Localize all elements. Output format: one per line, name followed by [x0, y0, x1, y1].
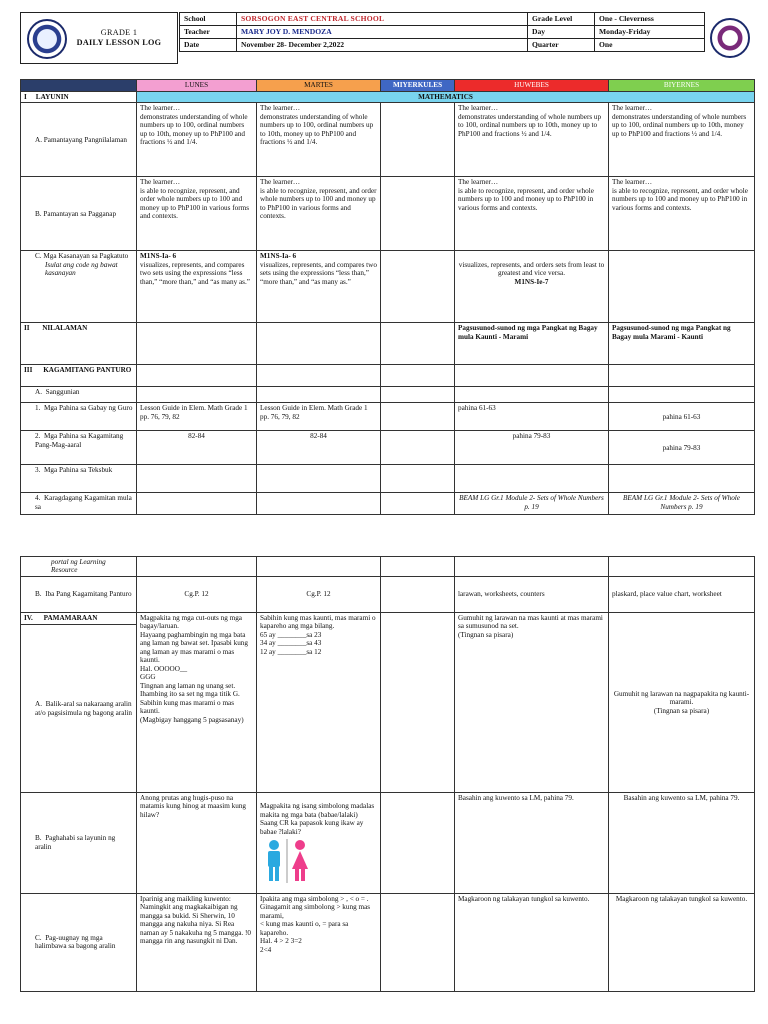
competency-miyerkules [381, 251, 455, 323]
row-kasanayan-sa-pagkatuto: C. Mga Kasanayan sa Pagkatuto Isulat ang code ng bawat kasanayan [21, 251, 137, 323]
std-perf-martes: The learner… is able to recognize, represent, and order whole numbers up to 100 and money up to PhP100 in various forms and contexts. [257, 177, 381, 251]
content-biyernes: Pagsusunod-sunod ng mga Pangkat ng Bagay mula Marami - Kaunti [609, 323, 755, 365]
competency-martes: M1NS-Ia- 6 visualizes, represents, and compares two sets using the expressions “less than,” “more than,” and “as many as.” [257, 251, 381, 323]
lm-pages-huwebes: pahina 79-83 [455, 431, 609, 465]
content-huwebes: Pagsusunod-sunod ng mga Pangkat ng Bagay mula Kaunti - Marami [455, 323, 609, 365]
content-lunes [137, 323, 257, 365]
row-teksbuk: 3. Mga Pahina sa Teksbuk [21, 465, 137, 493]
school-label: School [180, 13, 237, 26]
row-iba-pang-kagamitan: B. Iba Pang Kagamitang Panturo [21, 577, 137, 613]
dll-title: DAILY LESSON LOG [76, 38, 162, 47]
school-seal-icon [710, 18, 750, 58]
date-label: Date [180, 39, 237, 52]
competency-huwebes: visualizes, represents, and orders sets from least to greatest and vice versa. M1NS-Ie-7 [455, 251, 609, 323]
example-lunes: Iparinig ang maikling kuwento: Namingkit ang magkakaibigan ng mangga sa bukid. Si Sherwin, 10 mangga ang nakuha niya. Si Rea naman ay 5 nakakuha ng 5 mangga. !0 mangga rin ang nasungkit ni Dan. [137, 893, 257, 991]
example-huwebes: Magkaroon ng talakayan tungkol sa kuwento. [455, 893, 609, 991]
row-nilalaman: II NILALAMAN [21, 323, 137, 365]
other-mat-huwebes: larawan, worksheets, counters [455, 577, 609, 613]
day-header-blank [21, 80, 137, 92]
std-perf-miyerkules [381, 177, 455, 251]
lr-portal-huwebes: BEAM LG Gr.1 Module 2- Sets of Whole Numbers p. 19 [455, 493, 609, 515]
school-value: SORSOGON EAST CENTRAL SCHOOL [237, 13, 528, 26]
quarter-label: Quarter [528, 39, 595, 52]
tg-pages-lunes: Lesson Guide in Elem. Math Grade 1 pp. 76, 79, 82 [137, 403, 257, 431]
row-kagamitang-pang-mag-aaral: 2. Mga Pahina sa Kagamitang Pang-Mag-aaral [21, 431, 137, 465]
header-title-box [20, 12, 178, 64]
day-value: Monday-Friday [595, 26, 705, 39]
quarter-value: One [595, 39, 705, 52]
teacher-value: MARY JOY D. MENDOZA [237, 26, 528, 39]
std-content-biyernes: The learner… demonstrates understanding of whole numbers up to 100, ordinal numbers up to 10th, money up to PhP100 and fractions ½ and 1/4. [609, 103, 755, 177]
std-perf-biyernes: The learner… is able to recognize, represent, and order whole numbers up to 100 and money up to PhP100 in various forms and contexts. [609, 177, 755, 251]
row-lr-portal-cont: portal ng Learning Resource [21, 557, 137, 577]
std-content-martes: The learner… demonstrates understanding of whole numbers up to 100, ordinal numbers up to 10th, money up to PhP100 and fractions ½ and 1/4. [257, 103, 381, 177]
tg-pages-huwebes: pahina 61-63 [455, 403, 609, 431]
lr-portal-biyernes: BEAM LG Gr.1 Module 2- Sets of Whole Numbers p. 19 [609, 493, 755, 515]
grade-level-value: One - Cleverness [595, 13, 705, 26]
boy-girl-restroom-icon [262, 839, 312, 883]
other-mat-martes: Cg.P. 12 [257, 577, 381, 613]
motive-biyernes: Basahin ang kuwento sa LM, pahina 79. [609, 793, 755, 894]
std-content-huwebes: The learner… demonstrates understanding of whole numbers up to 100, ordinal numbers up to 10th, money up to PhP100 and fractions ½ and 1/4. [455, 103, 609, 177]
row-pamamaraan: IV. PAMAMARAAN [21, 613, 137, 625]
content-martes [257, 323, 381, 365]
example-martes: Ipakita ang mga simbolong > , < o = . Ginagamit ang simbolong > kung mas marami, < kung mas kaunti o, = para sa kapareho. Hal. 4 > 2 3=2 2<4 [257, 893, 381, 991]
deped-seal-icon [27, 19, 67, 59]
motive-martes: Magpakita ng isang simbolong madalas makita ng mga bata (babae/lalaki) Saang CR ka papasok kung ikaw ay babae ?lalaki? [257, 793, 381, 894]
row-balik-aral: A. Balik-aral sa nakaraang aralin at/o pagsisimula ng bagong aralin [21, 625, 137, 793]
row-gabay-ng-guro: 1. Mga Pahina sa Gabay ng Guro [21, 403, 137, 431]
other-mat-lunes: Cg.P. 12 [137, 577, 257, 613]
std-content-miyerkules [381, 103, 455, 177]
row-sanggunian: A. Sanggunian [21, 387, 137, 403]
row-karagdagang-kagamitan: 4. Karagdagang Kagamitan mula sa [21, 493, 137, 515]
lm-pages-martes: 82-84 [257, 431, 381, 465]
day-label: Day [528, 26, 595, 39]
subject-mathematics: MATHEMATICS [137, 92, 755, 103]
day-header-huwebes: HUWEBES [455, 80, 609, 92]
day-header-martes: MARTES [257, 80, 381, 92]
other-mat-biyernes: plaskard, place value chart, worksheet [609, 577, 755, 613]
review-huwebes: Gumuhit ng larawan na mas kaunti at mas marami sa sumusunod na set. (Tingnan sa pisara) [455, 613, 609, 793]
row-pamantayang-pangnilalaman: A. Pamantayang Pangnilalaman [21, 103, 137, 177]
tg-pages-martes: Lesson Guide in Elem. Math Grade 1 pp. 76, 79, 82 [257, 403, 381, 431]
grade-title: GRADE 1 [100, 28, 138, 38]
std-perf-lunes: The learner… is able to recognize, represent, and order whole numbers up to 100 and money up to PhP100 in various forms and contexts. [137, 177, 257, 251]
lesson-table-page1 [20, 79, 755, 515]
grade-level-label: Grade Level [528, 13, 595, 26]
content-miyerkules [381, 323, 455, 365]
row-layunin: I LAYUNIN [21, 92, 137, 103]
row-kagamitang-panturo: III KAGAMITANG PANTURO [21, 365, 137, 387]
std-content-lunes: The learner… demonstrates understanding of whole numbers up to 100, ordinal numbers up to 10th, money up to PhP100 and fractions ½ and 1/4. [137, 103, 257, 177]
lesson-table-page2 [20, 556, 755, 992]
competency-biyernes [609, 251, 755, 323]
row-pag-uugnay: C. Pag-uugnay ng mga halimbawa sa bagong aralin [21, 893, 137, 991]
lesson-log-header [20, 12, 752, 64]
day-header-lunes: LUNES [137, 80, 257, 92]
review-biyernes: Gumuhit ng larawan na nagpapakita ng kaunti-marami. (Tingnan sa pisara) [609, 613, 755, 793]
motive-lunes: Anong prutas ang hugis-puso na matamis kung hinog at maasim kung hilaw? [137, 793, 257, 894]
row-paghahabi: B. Paghahabi sa layunin ng aralin [21, 793, 137, 894]
tg-pages-biyernes: pahina 61-63 [609, 403, 755, 431]
day-header-miyerkules: MIYERKULES [381, 80, 455, 92]
motive-huwebes: Basahin ang kuwento sa LM, pahina 79. [455, 793, 609, 894]
review-lunes: Magpakita ng mga cut-outs ng mga bagay/laruan. Hayaang paghambingin ng mga bata ang laman ng bawat set. Ipasabi kung ang laman ay mas marami o mas kaunti. Hal. OOOOO__ GGG Tingnan ang laman ng unang set. Ihambing ito sa set ng mga titik G. Sabihin kung mas marami o mas kaunti. (Magbigay hanggang 5 pagsasanay) [137, 613, 257, 793]
row-pamantayan-sa-pagganap: B. Pamantayan sa Pagganap [21, 177, 137, 251]
example-biyernes: Magkaroon ng talakayan tungkol sa kuwento. [609, 893, 755, 991]
review-martes: Sabihin kung mas kaunti, mas marami o kapareho ang mga bilang. 65 ay ________sa 23 34 ay ________sa 43 12 ay ________sa 12 [257, 613, 381, 793]
header-info-table [179, 12, 705, 52]
lm-pages-lunes: 82-84 [137, 431, 257, 465]
std-perf-huwebes: The learner… is able to recognize, represent, and order whole numbers up to 100 and money up to PhP100 in various forms and contexts. [455, 177, 609, 251]
lm-pages-biyernes: pahina 79-83 [609, 431, 755, 465]
date-value: November 28- December 2,2022 [237, 39, 528, 52]
teacher-label: Teacher [180, 26, 237, 39]
competency-lunes: M1NS-Ia- 6 visualizes, represents, and compares two sets using the expressions “less than,” “more than,” and “as many as.” [137, 251, 257, 323]
day-header-biyernes: BIYERNES [609, 80, 755, 92]
